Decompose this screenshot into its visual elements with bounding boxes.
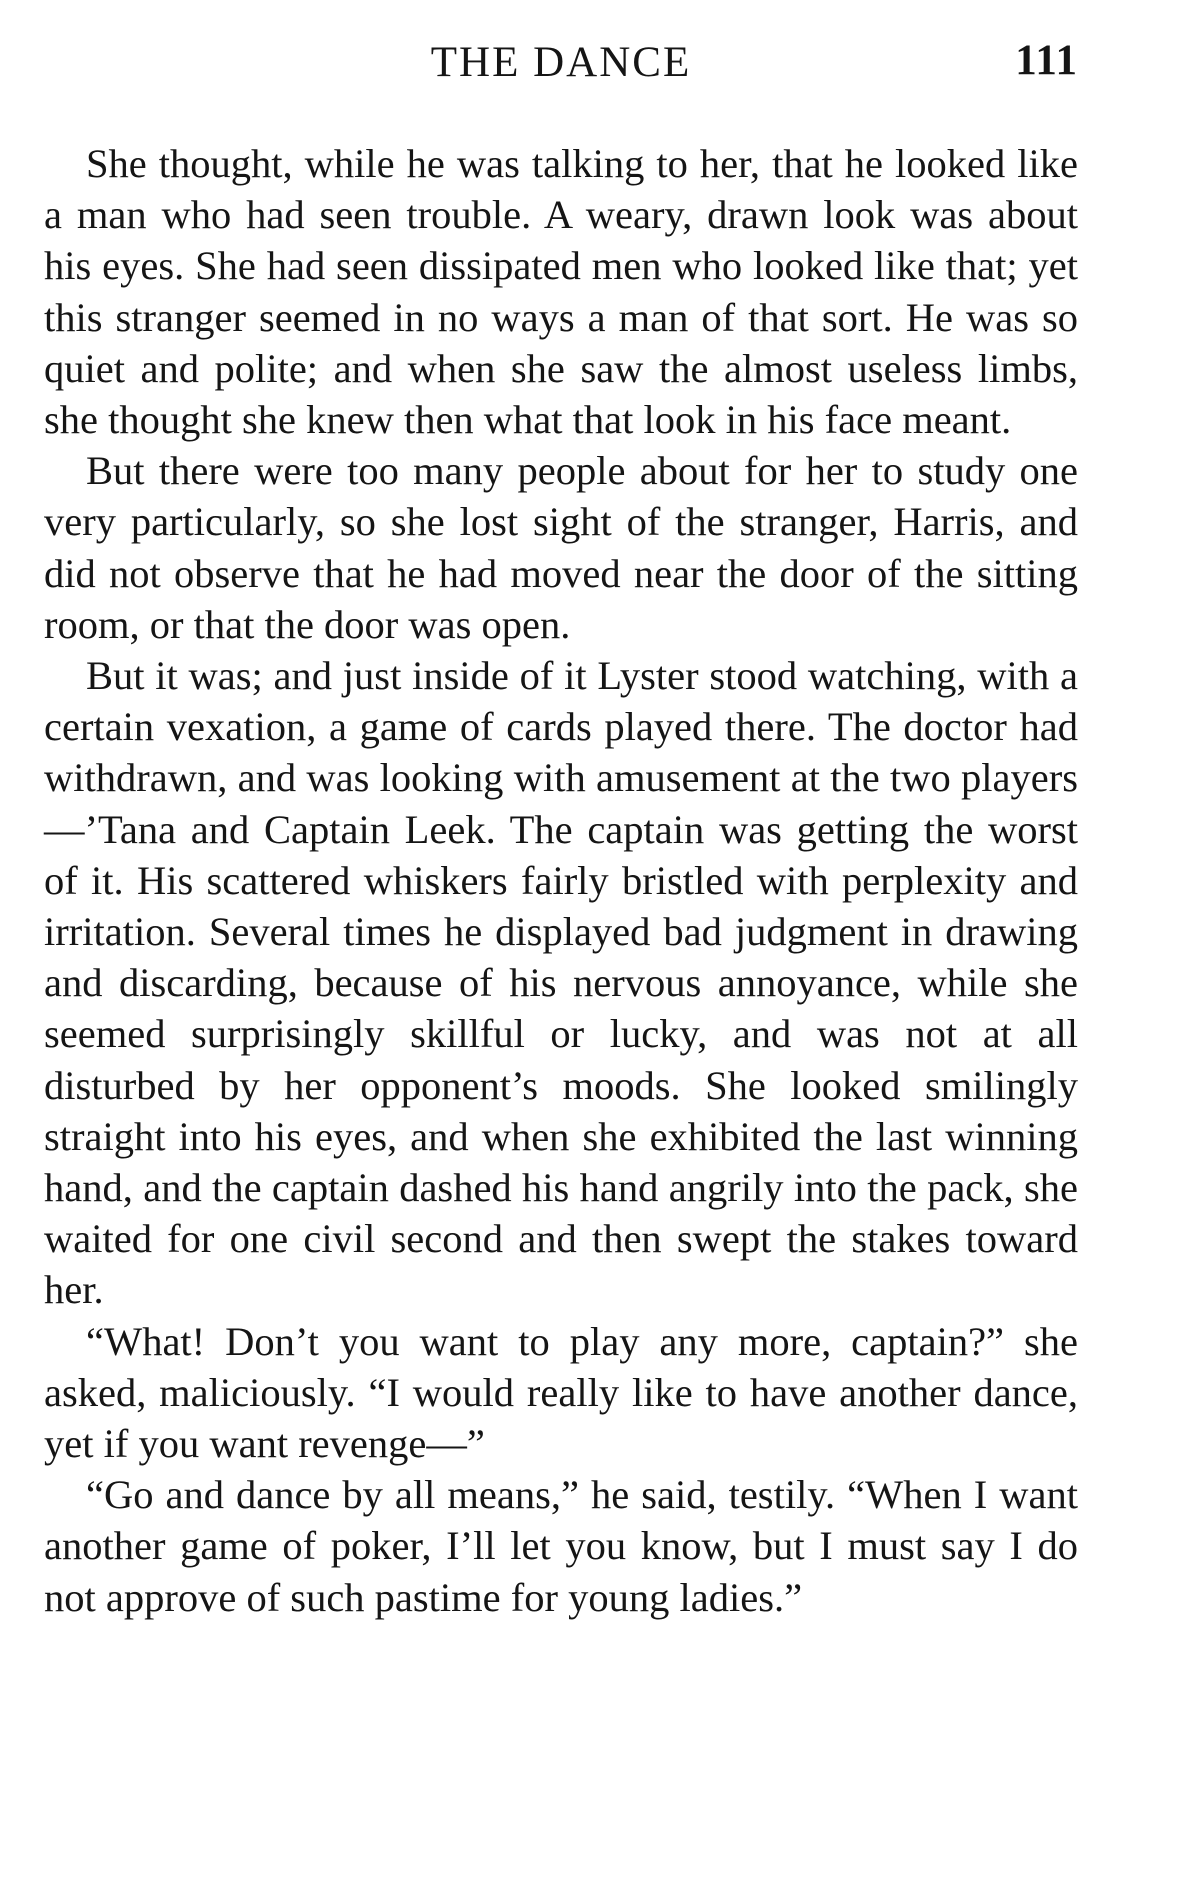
paragraph-5: “Go and dance by all means,” he said, testily. “When I want another game of poker, I’ll let you know, but I must say I do not approve of such pastime for young ladies.”: [44, 1472, 1078, 1620]
paragraph-3: But it was; and just inside of it Lyster stood watching, with a certain vexation, a game of cards played there. The doctor had withdrawn, and was looking with amusement at the two players—’Tana and Captain Leek. The captain was getting the worst of it. His scattered whiskers fairly bristled with perplexity and irritation. Several times he displayed bad judgment in drawing and discarding, because of his nervous annoyance, while she seemed surprisingly skillful or lucky, and was not at all disturbed by her opponent’s moods. She looked smilingly straight into his eyes, and when she exhibited the last winning hand, and the captain dashed his hand angrily into the pack, she waited for one civil second and then swept the stakes toward her.: [44, 653, 1078, 1313]
paragraph-1: She thought, while he was talking to her, that he looked like a man who had seen trouble. A weary, drawn look was about his eyes. She had seen dissipated men who looked like that; yet this stranger seemed in no ways a man of that sort. He was so quiet and polite; and when she saw the almost useless limbs, she thought she knew then what that look in his face meant.: [44, 141, 1078, 443]
running-header: [44, 32, 1078, 92]
book-page: [44, 0, 1078, 1897]
paragraph-4: “What! Don’t you want to play any more, captain?” she asked, maliciously. “I would really like to have another dance, yet if you want revenge—”: [44, 1318, 1078, 1467]
paragraph-2: But there were too many people about for her to study one very particularly, so she lost sight of the stranger, Harris, and did not observe that he had moved near the door of the sitting room, or that the door was open.: [44, 448, 1078, 647]
running-title: THE DANCE: [430, 39, 692, 86]
body-text: [44, 138, 1078, 1623]
page-number: 111: [1015, 37, 1078, 84]
